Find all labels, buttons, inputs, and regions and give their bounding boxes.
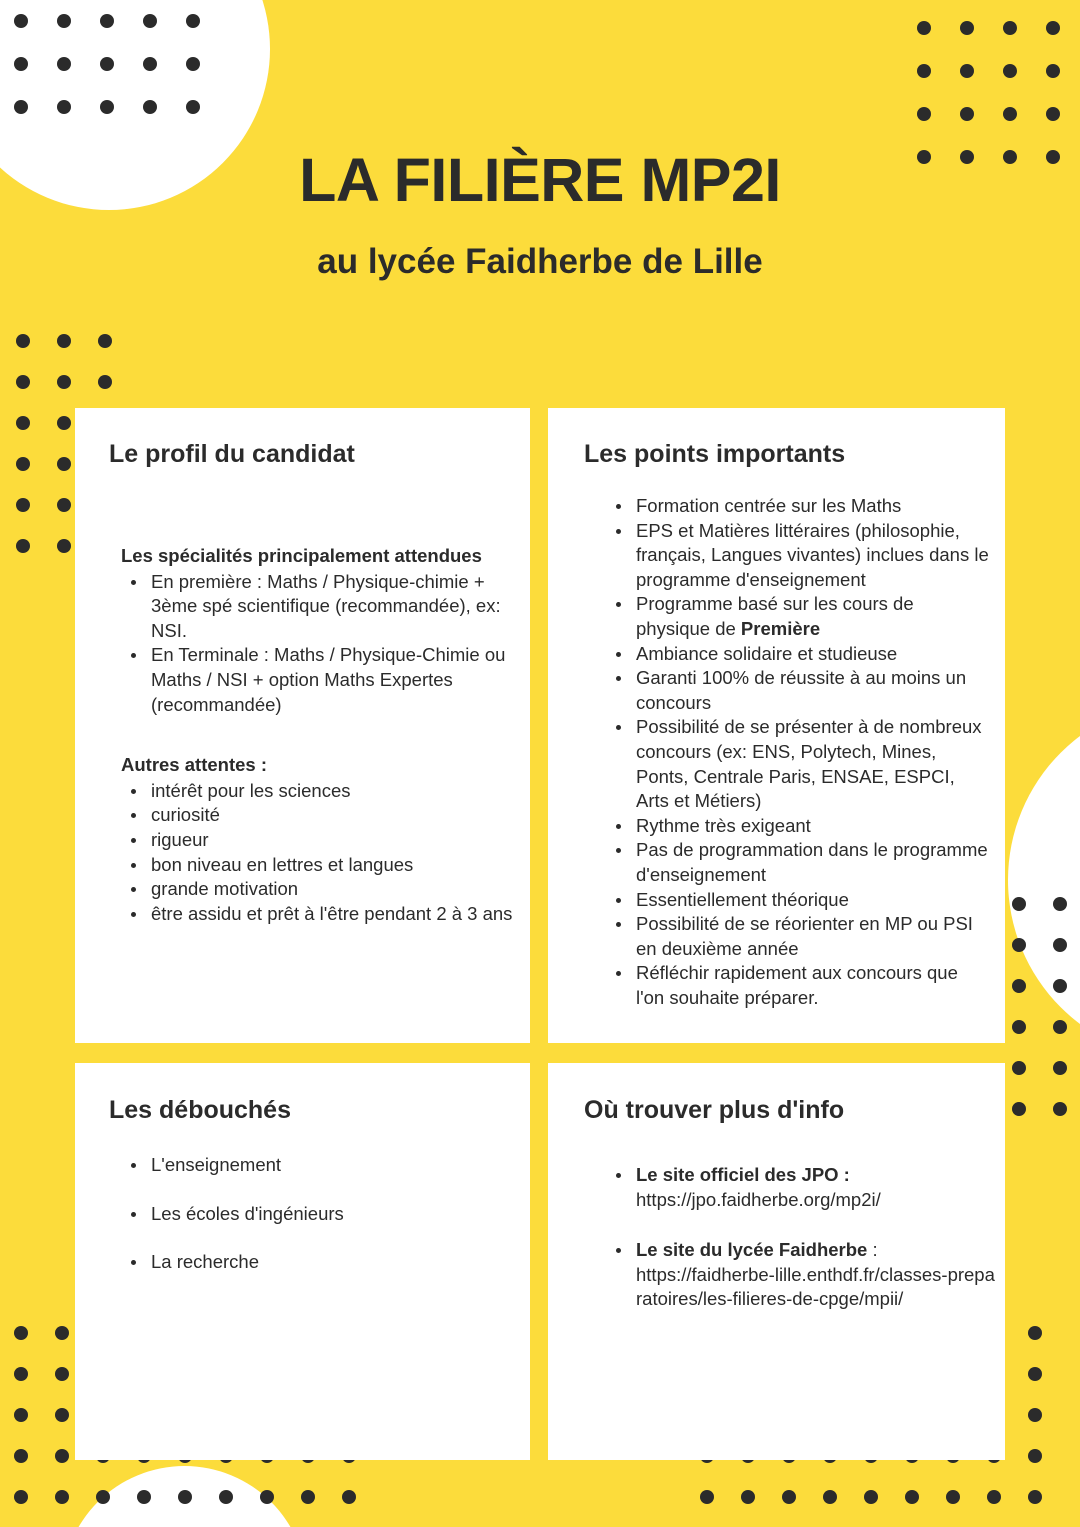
list-item: être assidu et prêt à l'être pendant 2 à 3 ans: [121, 902, 515, 927]
card-title-debouches: Les débouchés: [109, 1096, 291, 1124]
decor-dot: [219, 1490, 233, 1504]
decor-dot: [100, 14, 114, 28]
decor-dot: [57, 498, 71, 512]
decor-dot: [301, 1490, 315, 1504]
decor-dot: [57, 334, 71, 348]
decor-dot: [55, 1449, 69, 1463]
decor-dot: [864, 1490, 878, 1504]
list-item: Rythme très exigeant: [606, 814, 990, 839]
points-importants-list: [606, 494, 990, 1010]
decor-dot: [987, 1490, 1001, 1504]
list-item: intérêt pour les sciences: [121, 779, 515, 804]
decor-dot: [143, 57, 157, 71]
decor-dot: [14, 100, 28, 114]
decor-dot: [98, 334, 112, 348]
decor-dot: [55, 1490, 69, 1504]
card-debouches: [75, 1063, 530, 1460]
decor-dot: [1028, 1367, 1042, 1381]
list-item: Pas de programmation dans le programme d'enseignement: [606, 838, 990, 887]
decor-dot: [917, 107, 931, 121]
card-body-points: [606, 494, 990, 1010]
decor-dot: [1003, 107, 1017, 121]
decor-dot: [1053, 938, 1067, 952]
decor-dot: [1003, 21, 1017, 35]
page-title: LA FILIÈRE MP2I: [299, 146, 781, 214]
decor-dot: [960, 64, 974, 78]
debouches-list: [121, 1153, 515, 1275]
list-item: Les écoles d'ingénieurs: [121, 1202, 515, 1227]
decor-dot: [143, 14, 157, 28]
profil-spacer: [121, 717, 515, 753]
list-item-link-lycee[interactable]: [606, 1238, 996, 1312]
card-plus-info: [548, 1063, 1005, 1460]
decor-dot: [100, 100, 114, 114]
decor-dot: [960, 107, 974, 121]
list-item: EPS et Matières littéraires (philosophie, français, Langues vivantes) inclues dans le programme d'enseignement: [606, 519, 990, 593]
decor-dot: [16, 457, 30, 471]
list-item-link-jpo[interactable]: [606, 1163, 996, 1212]
list-item: grande motivation: [121, 877, 515, 902]
decor-dot: [16, 539, 30, 553]
profil-specialites-list: [121, 570, 515, 718]
decor-dot: [137, 1490, 151, 1504]
decor-dot: [946, 1490, 960, 1504]
decor-dot: [57, 416, 71, 430]
decor-dot: [55, 1367, 69, 1381]
decor-dot: [57, 57, 71, 71]
decor-dot: [14, 57, 28, 71]
list-item: Possibilité de se présenter à de nombreux concours (ex: ENS, Polytech, Mines, Ponts, Centrale Paris, ENSAE, ESPCI, Arts et Métiers): [606, 715, 990, 813]
card-body-debouches: [121, 1153, 515, 1275]
decor-dot: [1028, 1449, 1042, 1463]
decor-dot: [1053, 1020, 1067, 1034]
decor-dot: [14, 1490, 28, 1504]
page-subtitle: au lycée Faidherbe de Lille: [317, 241, 763, 281]
list-item: La recherche: [121, 1250, 515, 1275]
decor-dot: [823, 1490, 837, 1504]
info-links-list: [606, 1163, 996, 1312]
decor-dot: [57, 100, 71, 114]
decor-dot: [1028, 1408, 1042, 1422]
decor-dot: [1053, 897, 1067, 911]
decor-dot: [1012, 1020, 1026, 1034]
decor-dot: [1012, 1061, 1026, 1075]
profil-group2-heading: Autres attentes :: [121, 754, 267, 776]
decor-dot: [55, 1326, 69, 1340]
poster-header: [0, 148, 1080, 282]
link-url-jpo[interactable]: https://jpo.faidherbe.org/mp2i/: [636, 1188, 881, 1210]
decor-dot: [14, 1408, 28, 1422]
decor-dot: [741, 1490, 755, 1504]
decor-dot: [1053, 979, 1067, 993]
decor-dot: [14, 14, 28, 28]
card-profil-candidat: [75, 408, 530, 1043]
list-item: Possibilité de se réorienter en MP ou PSI en deuxième année: [606, 912, 990, 961]
decor-dot: [14, 1326, 28, 1340]
decor-dot: [1028, 1326, 1042, 1340]
decor-dot: [186, 14, 200, 28]
decor-dot: [178, 1490, 192, 1504]
list-item: rigueur: [121, 828, 515, 853]
list-item: En première : Maths / Physique-chimie + 3ème spé scientifique (recommandée), ex: NSI.: [121, 570, 515, 644]
card-points-importants: [548, 408, 1005, 1043]
decor-dot: [14, 1367, 28, 1381]
list-item: Formation centrée sur les Maths: [606, 494, 990, 519]
decor-dot: [1003, 64, 1017, 78]
decor-dot: [1053, 1102, 1067, 1116]
decor-dot: [917, 64, 931, 78]
decor-dot: [260, 1490, 274, 1504]
card-body-info: [606, 1163, 996, 1312]
decor-dot: [1012, 979, 1026, 993]
decor-dot: [960, 21, 974, 35]
decor-dot: [1046, 107, 1060, 121]
decor-dot: [16, 498, 30, 512]
decor-dot: [186, 57, 200, 71]
decor-dot: [100, 57, 114, 71]
list-item: bon niveau en lettres et langues: [121, 853, 515, 878]
decor-dot: [1046, 21, 1060, 35]
decor-dot: [905, 1490, 919, 1504]
decor-dot: [1012, 897, 1026, 911]
decor-dot: [57, 14, 71, 28]
decor-dot: [917, 21, 931, 35]
decor-dot: [1012, 938, 1026, 952]
link-url-lycee[interactable]: https://faidherbe-lille.enthdf.fr/classes-preparatoires/les-filieres-de-cpge/mpii/: [636, 1263, 995, 1310]
decor-dot: [1012, 1102, 1026, 1116]
decor-dot: [16, 375, 30, 389]
decor-dot: [98, 375, 112, 389]
list-item: curiosité: [121, 803, 515, 828]
decor-circle-right: [1008, 700, 1080, 1060]
decor-dot: [1053, 1061, 1067, 1075]
decor-dot: [342, 1490, 356, 1504]
list-item: Programme basé sur les cours de physique de Première: [606, 592, 990, 641]
decor-dot: [700, 1490, 714, 1504]
list-item: Réfléchir rapidement aux concours que l'on souhaite préparer.: [606, 961, 990, 1010]
profil-group1-heading: Les spécialités principalement attendues: [121, 545, 482, 566]
decor-dot: [55, 1408, 69, 1422]
decor-dot: [16, 334, 30, 348]
decor-dot: [57, 375, 71, 389]
list-item: Garanti 100% de réussite à au moins un concours: [606, 666, 990, 715]
decor-dot: [1028, 1490, 1042, 1504]
profil-autres-attentes-list: [121, 779, 515, 927]
card-title-info: Où trouver plus d'info: [584, 1096, 845, 1124]
decor-dot: [14, 1449, 28, 1463]
decor-dot: [16, 416, 30, 430]
decor-dot: [186, 100, 200, 114]
card-title-profil: Le profil du candidat: [109, 440, 355, 468]
link-label-jpo: Le site officiel des JPO :: [636, 1164, 850, 1185]
decor-dot: [57, 457, 71, 471]
decor-dot: [782, 1490, 796, 1504]
decor-dot: [57, 539, 71, 553]
list-item: L'enseignement: [121, 1153, 515, 1178]
decor-dot: [1046, 64, 1060, 78]
decor-dot: [143, 100, 157, 114]
link-label-lycee: Le site du lycée Faidherbe: [636, 1239, 868, 1261]
list-item: Essentiellement théorique: [606, 888, 990, 913]
link-label-lycee-suffix: :: [867, 1239, 878, 1261]
card-title-points: Les points importants: [584, 440, 846, 468]
list-item: En Terminale : Maths / Physique-Chimie ou Maths / NSI + option Maths Expertes (recommandée): [121, 643, 515, 717]
decor-dot: [96, 1490, 110, 1504]
card-body-profil: [121, 544, 515, 926]
list-item: Ambiance solidaire et studieuse: [606, 642, 990, 667]
